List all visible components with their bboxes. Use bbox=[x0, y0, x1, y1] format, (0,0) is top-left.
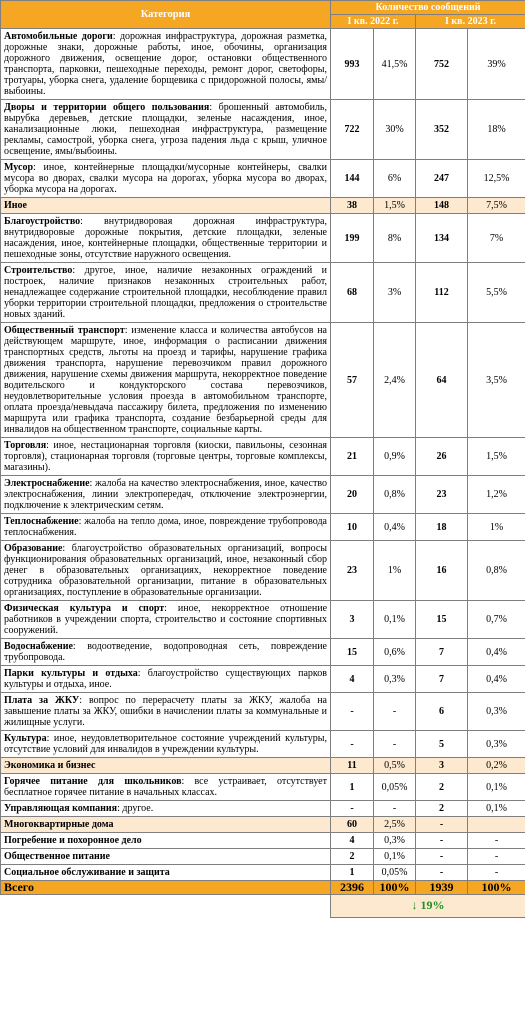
value-p22: 0,9% bbox=[374, 438, 416, 476]
value-p22: 0,4% bbox=[374, 514, 416, 541]
value-n22: 3 bbox=[331, 601, 374, 639]
table-row bbox=[1, 198, 525, 214]
category-cell bbox=[1, 438, 331, 476]
value-n23: 23 bbox=[416, 476, 468, 514]
value-p22: 2,4% bbox=[374, 323, 416, 438]
value-n22: 11 bbox=[331, 758, 374, 774]
value-n23: 112 bbox=[416, 263, 468, 323]
category-name: Экономика и бизнес bbox=[4, 760, 96, 771]
value-p23: 0,1% bbox=[468, 801, 525, 817]
category-header: Категория bbox=[1, 1, 331, 29]
category-cell bbox=[1, 865, 331, 881]
table-row bbox=[1, 541, 525, 601]
category-name: Электроснабжение bbox=[4, 478, 90, 489]
value-p23: 0,3% bbox=[468, 693, 525, 731]
value-n23: 5 bbox=[416, 731, 468, 758]
category-cell bbox=[1, 29, 331, 100]
category-name: Мусор bbox=[4, 162, 33, 173]
category-description: : жалоба на качество электроснабжения, иное, качество электроснабжения, линии электропередач, отключение электроэнергии, подключение к электрическим сетям. bbox=[4, 478, 327, 511]
value-p22: 3% bbox=[374, 263, 416, 323]
category-description: : благоустройство образовательных организаций, вопросы функционирования образовательных организаций, иное, незаконный сбор денег в образовательных организациях, некорректное поведение сотрудника образовательной организации, питание в образовательных организациях, поступление в образовательные организации. bbox=[4, 543, 327, 598]
value-p22: 1% bbox=[374, 541, 416, 601]
category-name: Строительство bbox=[4, 265, 73, 276]
table-row bbox=[1, 693, 525, 731]
value-p22: 0,3% bbox=[374, 833, 416, 849]
category-name: Горячее питание для школьников bbox=[4, 776, 182, 787]
value-n22: 10 bbox=[331, 514, 374, 541]
category-description: : благоустройство существующих парков культуры и отдыха, иное. bbox=[4, 668, 328, 690]
value-p22: 6% bbox=[374, 160, 416, 198]
category-cell bbox=[1, 774, 331, 801]
total-n22: 2396 bbox=[331, 881, 374, 895]
table-row bbox=[1, 758, 525, 774]
category-name: Образование bbox=[4, 543, 63, 554]
value-n23: - bbox=[416, 865, 468, 881]
category-description: : внутридворовая дорожная инфраструктура, внутридворовые дорожные покрытия, детские площадки, зеленые насаждения, иное, контейнерные площадки, общественные территории и пешеходные зоны, отсутствие наружного освещения. bbox=[4, 216, 327, 260]
total-n23: 1939 bbox=[416, 881, 468, 895]
value-n22: 21 bbox=[331, 438, 374, 476]
category-description: : иное, неудовлетворительное состояние учреждений культуры, отсутствие условий для инвалидов в учреждении культуры. bbox=[4, 733, 327, 755]
value-p22: 8% bbox=[374, 214, 416, 263]
category-name: Общественное питание bbox=[4, 851, 110, 862]
value-n23: 18 bbox=[416, 514, 468, 541]
value-p22: 41,5% bbox=[374, 29, 416, 100]
value-n22: 57 bbox=[331, 323, 374, 438]
table-row bbox=[1, 849, 525, 865]
table-row bbox=[1, 833, 525, 849]
category-cell bbox=[1, 817, 331, 833]
category-description: : вопрос по перерасчету платы за ЖКУ, жалоба на завышение платы за ЖКУ, ошибки в начислении платы за коммунальные и жилищные услуги. bbox=[4, 695, 327, 728]
value-p23: 18% bbox=[468, 100, 525, 160]
value-p23: - bbox=[468, 849, 525, 865]
value-n23: - bbox=[416, 817, 468, 833]
value-n23: 148 bbox=[416, 198, 468, 214]
value-p23: - bbox=[468, 833, 525, 849]
category-description: : другое. bbox=[117, 803, 154, 814]
table-row bbox=[1, 514, 525, 541]
value-p22: 1,5% bbox=[374, 198, 416, 214]
category-name: Физическая культура и спорт bbox=[4, 603, 165, 614]
category-name: Общественный транспорт bbox=[4, 325, 125, 336]
category-cell bbox=[1, 263, 331, 323]
value-p23: 1,5% bbox=[468, 438, 525, 476]
category-description: : другое, иное, наличие незаконных ограждений и построек, наличие признаков незаконных строительных работ, ненадлежащее содержание строительной площадки, несоблюдение правил уборки территории строительной площадки, предложения о строительстве новых зданий. bbox=[4, 265, 327, 320]
q2023-header: I кв. 2023 г. bbox=[416, 15, 525, 29]
category-cell bbox=[1, 160, 331, 198]
value-p22: 30% bbox=[374, 100, 416, 160]
value-p23: 0,4% bbox=[468, 639, 525, 666]
value-n22: - bbox=[331, 801, 374, 817]
category-description: : иное, контейнерные площадки/мусорные контейнеры, свалки мусора во дворах, свалки мусора на дорогах, уборка мусора во дворах, уборка мусора на дорогах. bbox=[4, 162, 327, 195]
category-description: : брошенный автомобиль, вырубка деревьев, детские площадки, зеленые насаждения, иное, канализационные люки, пешеходная инфраструктура, размещение рекламы, самострой, уборка снега, угроза падения льда с крыш, уличное освещение, ямы/выбоины. bbox=[4, 102, 327, 157]
value-p22: - bbox=[374, 693, 416, 731]
category-description: : изменение класса и количества автобусов на действующем маршруте, иное, информация о расписании движения транспортных средств, льготы на проезд и тарифы, нарушение графика движения транспорта, нарушение перевозчиком правил дорожного движения, нарушение схемы движения маршрута, некорректное поведение водительского и кондукторского состава перевозчиков, неудовлетворительные условия проезда в автомобильном транспорте, оплата проезда/невыдача пассажиру билета, предложения по изменению маршрута или графика транспорта, создание безбарьерной среды для инвалидов на общественном транспорте, социальные карты. bbox=[4, 325, 327, 435]
category-cell bbox=[1, 666, 331, 693]
category-description: : жалоба на тепло дома, иное, повреждение трубопровода теплоснабжения. bbox=[4, 516, 327, 538]
value-n23: - bbox=[416, 849, 468, 865]
value-n23: 16 bbox=[416, 541, 468, 601]
value-p22: 0,05% bbox=[374, 774, 416, 801]
category-cell bbox=[1, 601, 331, 639]
value-n23: 7 bbox=[416, 666, 468, 693]
value-p22: 0,1% bbox=[374, 849, 416, 865]
value-n22: 68 bbox=[331, 263, 374, 323]
category-cell bbox=[1, 323, 331, 438]
table-row bbox=[1, 438, 525, 476]
q2022-header: I кв. 2022 г. bbox=[331, 15, 416, 29]
category-cell bbox=[1, 100, 331, 160]
category-description: : иное, нестационарная торговля (киоски, павильоны, сезонная торговля), стационарная торговля (торговые центры, торговые комплексы, магазины). bbox=[4, 440, 327, 473]
value-p23: 5,5% bbox=[468, 263, 525, 323]
value-p23: 3,5% bbox=[468, 323, 525, 438]
category-name: Теплоснабжение bbox=[4, 516, 79, 527]
category-name: Торговля bbox=[4, 440, 47, 451]
category-cell bbox=[1, 514, 331, 541]
category-description: : дорожная инфраструктура, дорожная разметка, дорожные знаки, дорожные работы, иное, обочины, организация дорожного движения, освещение дорог, остановки общественного транспорта, парковки, пешеходные переходы, ремонт дорог, светофоры, тротуары, уборка снега, удаление борщевика с придорожной полосы, ямы/выбоины. bbox=[4, 31, 328, 97]
value-p23: 1% bbox=[468, 514, 525, 541]
value-n22: 722 bbox=[331, 100, 374, 160]
value-n22: 4 bbox=[331, 833, 374, 849]
value-n22: 4 bbox=[331, 666, 374, 693]
total-p23: 100% bbox=[468, 881, 525, 895]
value-p22: - bbox=[374, 801, 416, 817]
category-cell bbox=[1, 731, 331, 758]
value-p22: 0,05% bbox=[374, 865, 416, 881]
value-p23: 7,5% bbox=[468, 198, 525, 214]
table-row bbox=[1, 817, 525, 833]
value-p23: 0,3% bbox=[468, 731, 525, 758]
table-row bbox=[1, 601, 525, 639]
table-row bbox=[1, 865, 525, 881]
category-cell bbox=[1, 198, 331, 214]
count-header: Количество сообщений bbox=[331, 1, 525, 15]
table-row bbox=[1, 214, 525, 263]
value-n23: 7 bbox=[416, 639, 468, 666]
value-p23: 0,7% bbox=[468, 601, 525, 639]
value-p22: 0,1% bbox=[374, 601, 416, 639]
table-row bbox=[1, 476, 525, 514]
value-n23: 64 bbox=[416, 323, 468, 438]
total-row bbox=[1, 881, 525, 895]
value-n22: 993 bbox=[331, 29, 374, 100]
category-name: Автомобильные дороги bbox=[4, 31, 113, 42]
category-cell bbox=[1, 639, 331, 666]
value-n23: 752 bbox=[416, 29, 468, 100]
value-n23: 6 bbox=[416, 693, 468, 731]
category-name: Благоустройство bbox=[4, 216, 81, 227]
value-n22: 2 bbox=[331, 849, 374, 865]
value-p23: - bbox=[468, 865, 525, 881]
total-p22: 100% bbox=[374, 881, 416, 895]
value-n22: 144 bbox=[331, 160, 374, 198]
category-cell bbox=[1, 801, 331, 817]
value-p23: 0,8% bbox=[468, 541, 525, 601]
category-cell bbox=[1, 693, 331, 731]
value-p22: - bbox=[374, 731, 416, 758]
value-n23: 2 bbox=[416, 801, 468, 817]
value-n23: 26 bbox=[416, 438, 468, 476]
value-n23: 134 bbox=[416, 214, 468, 263]
category-description: : водоотведение, водопроводная сеть, повреждение трубопровода. bbox=[4, 641, 327, 663]
header-row bbox=[1, 1, 525, 15]
category-cell bbox=[1, 541, 331, 601]
total-label: Всего bbox=[1, 881, 331, 895]
category-cell bbox=[1, 214, 331, 263]
category-name: Социальное обслуживание и защита bbox=[4, 867, 170, 878]
value-n22: 38 bbox=[331, 198, 374, 214]
value-n22: 199 bbox=[331, 214, 374, 263]
category-cell bbox=[1, 758, 331, 774]
value-n22: 60 bbox=[331, 817, 374, 833]
category-cell bbox=[1, 476, 331, 514]
category-description: : все устраивает, отсутствует бесплатное горячее питание в начальных классах. bbox=[4, 776, 327, 798]
trend-value: ↓ 19% bbox=[411, 898, 445, 912]
category-name: Плата за ЖКУ bbox=[4, 695, 80, 706]
value-p23 bbox=[468, 817, 525, 833]
value-n22: - bbox=[331, 731, 374, 758]
table-row bbox=[1, 323, 525, 438]
value-n23: 247 bbox=[416, 160, 468, 198]
value-n22: 23 bbox=[331, 541, 374, 601]
value-n23: 3 bbox=[416, 758, 468, 774]
table-row bbox=[1, 263, 525, 323]
value-p22: 0,3% bbox=[374, 666, 416, 693]
value-n23: 352 bbox=[416, 100, 468, 160]
category-name: Иное bbox=[4, 200, 27, 211]
table-row bbox=[1, 100, 525, 160]
value-n22: 1 bbox=[331, 774, 374, 801]
category-name: Дворы и территории общего пользования bbox=[4, 102, 210, 113]
value-p22: 0,5% bbox=[374, 758, 416, 774]
value-p22: 0,6% bbox=[374, 639, 416, 666]
category-name: Парки культуры и отдыха bbox=[4, 668, 138, 679]
value-p23: 1,2% bbox=[468, 476, 525, 514]
value-n23: 2 bbox=[416, 774, 468, 801]
value-p23: 12,5% bbox=[468, 160, 525, 198]
table-row bbox=[1, 801, 525, 817]
value-n22: 20 bbox=[331, 476, 374, 514]
value-p22: 0,8% bbox=[374, 476, 416, 514]
category-name: Управляющая компания bbox=[4, 803, 118, 814]
value-n23: - bbox=[416, 833, 468, 849]
category-description: : иное, некорректное отношение работников в учреждении спорта, строительство и состояние спортивных сооружений. bbox=[4, 603, 328, 636]
value-n22: - bbox=[331, 693, 374, 731]
value-p23: 0,4% bbox=[468, 666, 525, 693]
value-n22: 1 bbox=[331, 865, 374, 881]
value-p23: 0,2% bbox=[468, 758, 525, 774]
value-p22: 2,5% bbox=[374, 817, 416, 833]
category-name: Водоснабжение bbox=[4, 641, 73, 652]
category-name: Культура bbox=[4, 733, 47, 744]
table-row bbox=[1, 639, 525, 666]
value-n23: 15 bbox=[416, 601, 468, 639]
table-row bbox=[1, 731, 525, 758]
table-row bbox=[1, 160, 525, 198]
category-cell bbox=[1, 849, 331, 865]
value-n22: 15 bbox=[331, 639, 374, 666]
table-row bbox=[1, 774, 525, 801]
value-p23: 7% bbox=[468, 214, 525, 263]
table-row bbox=[1, 29, 525, 100]
table-row bbox=[1, 666, 525, 693]
value-p23: 39% bbox=[468, 29, 525, 100]
value-p23: 0,1% bbox=[468, 774, 525, 801]
category-cell bbox=[1, 833, 331, 849]
category-name: Погребение и похоронное дело bbox=[4, 835, 142, 846]
category-name: Многоквартирные дома bbox=[4, 819, 114, 830]
trend-cell bbox=[331, 895, 525, 918]
trend-row bbox=[1, 895, 525, 918]
